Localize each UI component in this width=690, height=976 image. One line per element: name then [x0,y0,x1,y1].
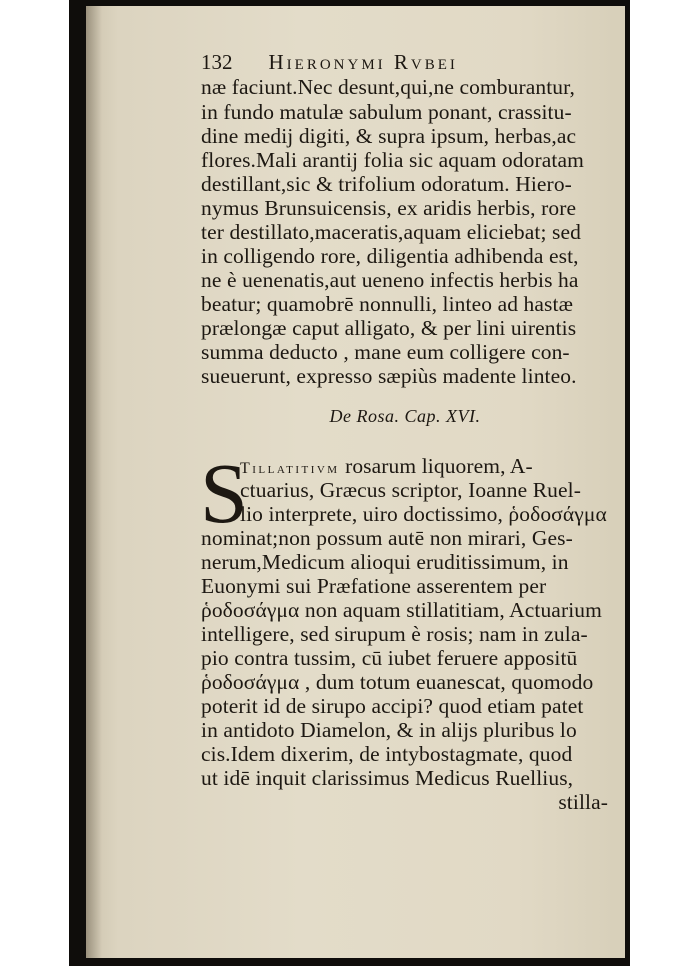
text-line: poterit id de sirupo accipi? quod etiam patet [201,694,584,718]
text-line: nerum,Medicum alioqui eruditissimum, in [201,550,569,574]
text-line: ne è uenenatis,aut ueneno infectis herbis ha [201,268,579,292]
text-line: pio contra tussim, cū iubet feruere appositū [201,646,578,670]
text-line: summa deducto , mane eum colligere con- [201,340,570,364]
small-caps-word: Tillatitivm [240,460,340,477]
text-line: flores.Mali arantij folia sic aquam odoratam [201,148,584,172]
text-line: ter destillato,maceratis,aquam eliciebat; sed [201,220,581,244]
text-line: ῥοδοσάγμα , dum totum euanescat, quomodo [201,670,594,694]
text-line: prælongæ caput alligato, & per lini uirentis [201,316,577,340]
first-line [240,456,533,478]
text-line: in antidoto Diamelon, & in alijs pluribus lo [201,718,577,742]
chapter-heading: De Rosa. Cap. XVI. [329,406,481,426]
text-line: næ faciunt.Nec desunt,qui,ne comburantur, [201,75,576,99]
running-header [201,50,611,75]
first-line-rest: rosarum liquorem, A- [339,454,533,478]
text-line: Euonymi sui Præfatione asserentem per [201,574,547,598]
text-line: destillant,sic & trifolium odoratum. Hiero- [201,172,572,196]
text-line: ctuarius, Græcus scriptor, Ioanne Ruel- [240,478,581,502]
text-line: in fundo matulæ sabulum ponant, crassitu- [201,100,572,124]
text-line: intelligere, sed sirupum è rosis; nam in zula- [201,622,588,646]
running-title: Hieronymi Rvbei [268,50,458,74]
drop-capital: S [200,445,248,541]
catchword: stilla- [558,790,608,814]
text-line: ut idē inquit clarissimus Medicus Ruellius, [201,766,574,790]
text-line: in colligendo rore, diligentia adhibenda est, [201,244,579,268]
text-line: dine medij digiti, & supra ipsum, herbas,ac [201,124,577,148]
text-line: cis.Idem dixerim, de intybostagmate, quod [201,742,573,766]
text-line: nominat;non possum autē non mirari, Ges- [201,526,573,550]
text-line: lio interprete, uiro doctissimo, ῥοδοσάγμα [240,502,607,526]
page-number: 132 [201,50,233,74]
gutter-shadow [86,6,102,958]
text-line: nymus Brunsuicensis, ex aridis herbis, rore [201,196,577,220]
text-line: beatur; quamobrē nonnulli, linteo ad hastæ [201,292,574,316]
text-line: ῥοδοσάγμα non aquam stillatitiam, Actuarium [201,598,602,622]
text-line: sueuerunt, expresso sæpiùs madente linteo. [201,364,577,388]
